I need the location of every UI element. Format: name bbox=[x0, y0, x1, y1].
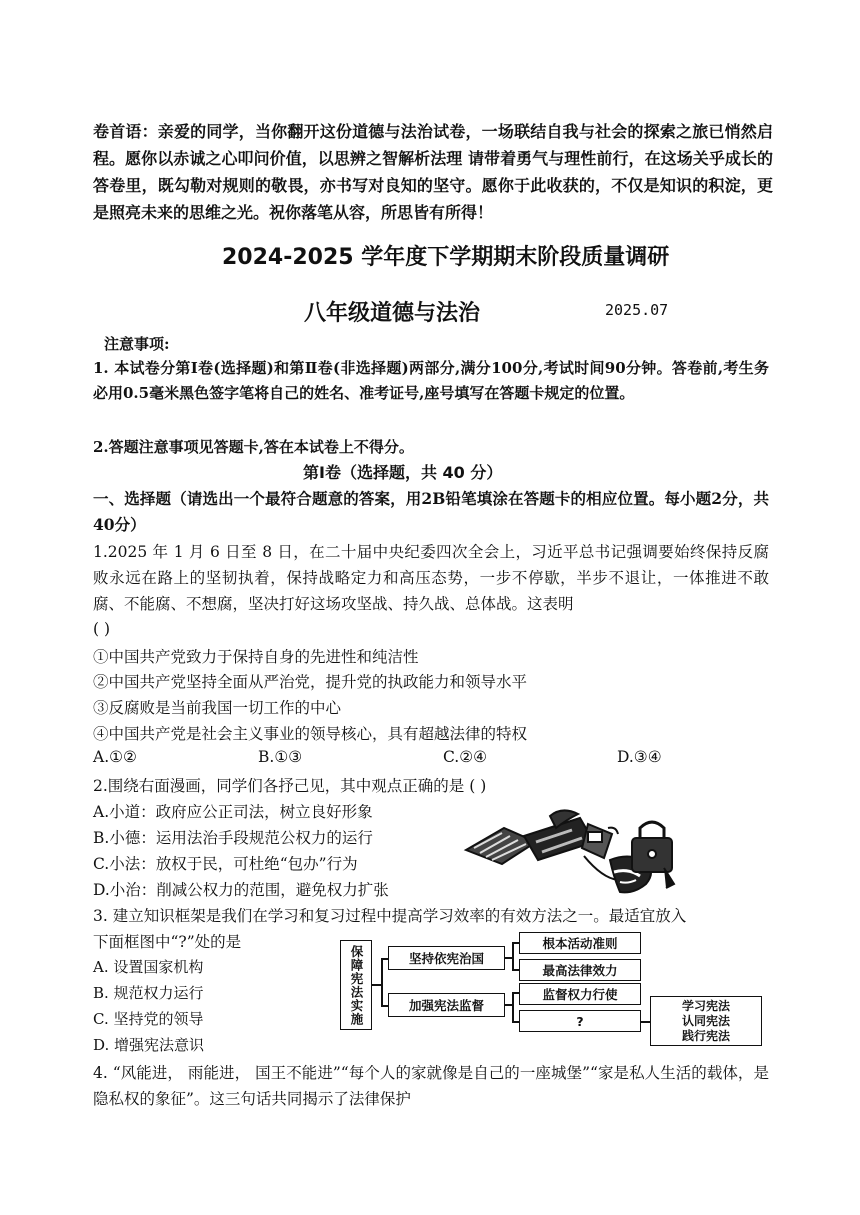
cartoon-illustration bbox=[462, 798, 682, 898]
exam-subtitle: 八年级道德与法治 bbox=[304, 301, 481, 326]
preface: 卷首语：亲爱的同学，当你翻开这份道德与法治试卷，一场联结自我与社会的探索之旅已悄然启程。愿你以赤诚之心叩问价值，以思辨之智解析法理 请带着勇气与理性前行，在这场关乎成长的答卷里，既勾勒对规则的敬畏，亦书写对良知的坚守。愿你于此收获的，不仅是知识的积淀，更是照亮未来的思维之光。祝你落笔从容，所思皆有所得！ bbox=[93, 122, 773, 222]
exam-date: 2025.07 bbox=[605, 301, 669, 319]
q1-stem: 1.2025 年 1 月 6 日至 8 日，在二十届中央纪委四次全会上，习近平总书记强调要始终保持反腐败永远在路上的坚韧执着，保持战略定力和高压态势，一步不停歇，半步不退让，一体推进不敢腐、不能腐、不想腐，坚决打好这场攻坚战、持久战、总体战。这表明 bbox=[93, 543, 769, 613]
exam-title: 2024-2025 学年度下学期期末阶段质量调研 bbox=[222, 245, 670, 270]
diagram-branch-1: 坚持依宪治国 bbox=[388, 946, 505, 970]
diagram-branch-2: 加强宪法监督 bbox=[388, 993, 505, 1017]
q2-option-b: B.小德：运用法治手段规范公权力的运行 bbox=[93, 829, 373, 847]
q2-stem: 2.围绕右面漫画，同学们各抒己见，其中观点正确的是 ( ) bbox=[93, 777, 487, 795]
q1-statement: ④中国共产党是社会主义事业的领导核心，具有超越法律的特权 bbox=[93, 725, 528, 743]
q2-option-a: A.小道：政府应公正司法，树立良好形象 bbox=[93, 803, 373, 821]
q1-statement: ①中国共产党致力于保持自身的先进性和纯洁性 bbox=[93, 648, 419, 666]
q1-option-b: B.①③ bbox=[258, 748, 303, 766]
q3-stem-line1: 3. 建立知识框架是我们在学习和复习过程中提高学习效率的有效方法之一。最适宜放入 bbox=[93, 907, 687, 925]
notice-item-2: 2.答题注意事项见答题卡,答在本试卷上不得分。 bbox=[93, 438, 414, 456]
notice-heading: 注意事项: bbox=[104, 335, 170, 353]
q3-option-d: D. 增强宪法意识 bbox=[93, 1036, 205, 1054]
diagram-root: 保障宪法实施 bbox=[340, 940, 372, 1030]
q1-blank: ( ) bbox=[93, 620, 111, 638]
q3-stem-line2: 下面框图中“?”处的是 bbox=[93, 933, 242, 951]
q1-option-c: C.②④ bbox=[443, 748, 488, 766]
q4-stem: 4. “风能进， 雨能进， 国王不能进”“每个人的家就像是自己的一座城堡”“家是私人生活的载体，是隐私权的象征”。这三句话共同揭示了法律保护 bbox=[93, 1064, 769, 1108]
section-title: 第Ⅰ卷（选择题，共 40 分） bbox=[303, 463, 503, 482]
section-instruction: 一、选择题（请选出一个最符合题意的答案，用2B铅笔填涂在答题卡的相应位置。每小题2分，共40分） bbox=[93, 489, 769, 534]
q2-option-d: D.小治：削减公权力的范围，避免权力扩张 bbox=[93, 881, 389, 899]
q3-option-a: A. 设置国家机构 bbox=[93, 958, 204, 976]
q1-statement: ③反腐败是当前我国一切工作的中心 bbox=[93, 699, 342, 717]
q1-option-a: A.①② bbox=[93, 748, 137, 766]
q1-statement: ②中国共产党坚持全面从严治党，提升党的执政能力和领导水平 bbox=[93, 673, 528, 691]
diagram-leaf-4: ? bbox=[519, 1010, 641, 1032]
diagram-leaf-2: 最高法律效力 bbox=[519, 959, 641, 981]
diagram-leaf-5: 学习宪法 认同宪法 践行宪法 bbox=[650, 996, 762, 1046]
notice-item-1: 1. 本试卷分第Ⅰ卷(选择题)和第Ⅱ卷(非选择题)两部分,满分100分,考试时间90分钟。答卷前,考生务必用0.5毫米黑色签字笔将自己的姓名、准考证号,座号填写在答题卡规定的位置。 bbox=[93, 359, 769, 402]
q3-option-c: C. 坚持党的领导 bbox=[93, 1010, 204, 1028]
q1-option-d: D.③④ bbox=[617, 748, 662, 766]
q2-option-c: C.小法：放权于民，可杜绝“包办”行为 bbox=[93, 855, 358, 873]
diagram-leaf-3: 监督权力行使 bbox=[519, 983, 641, 1005]
q3-option-b: B. 规范权力运行 bbox=[93, 984, 204, 1002]
diagram-leaf-1: 根本活动准则 bbox=[519, 932, 641, 954]
